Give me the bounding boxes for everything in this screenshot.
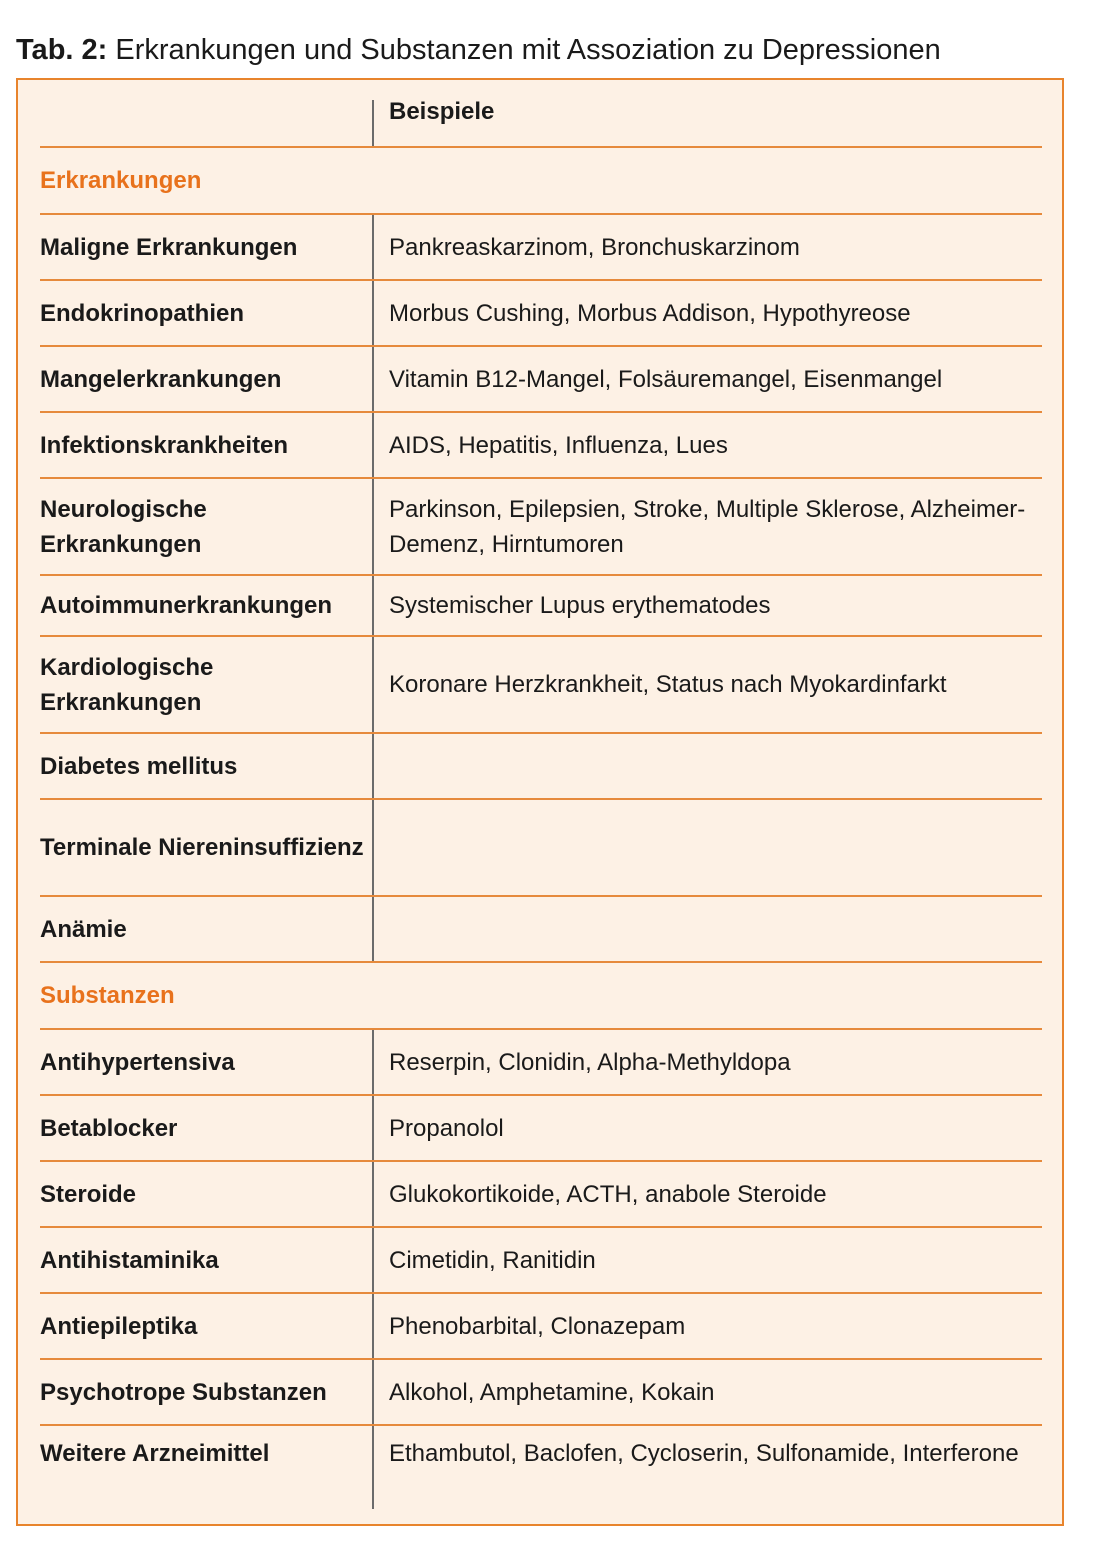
category-cell: Neurologische Erkrankungen xyxy=(40,479,374,574)
examples-cell: Reserpin, Clonidin, Alpha-Methyldopa xyxy=(389,1048,791,1076)
examples-cell: Parkinson, Epilepsien, Stroke, Multiple Sklerose, Alzheimer-Demenz, Hirntumoren xyxy=(389,495,1026,558)
examples-cell: Koronare Herzkrankheit, Status nach Myokardinfarkt xyxy=(389,671,947,698)
header-left-cell xyxy=(40,100,374,146)
examples-cell xyxy=(374,897,1042,961)
examples-cell: Cimetidin, Ranitidin xyxy=(389,1246,596,1274)
category-cell: Diabetes mellitus xyxy=(40,734,374,798)
table-row xyxy=(40,897,1042,963)
table-row xyxy=(40,1228,1042,1294)
table-row xyxy=(40,734,1042,800)
section-title: Erkrankungen xyxy=(40,167,202,194)
examples-cell: Systemischer Lupus erythematodes xyxy=(389,592,771,619)
examples-cell xyxy=(374,734,1042,798)
category-cell: Antihistaminika xyxy=(40,1228,374,1292)
caption-label: Tab. 2: xyxy=(16,34,108,66)
category-cell: Infektionskrankheiten xyxy=(40,413,374,477)
table-row xyxy=(40,1426,1042,1509)
category-cell: Psychotrope Substanzen xyxy=(40,1360,374,1424)
table-row xyxy=(40,800,1042,897)
category-cell: Antihypertensiva xyxy=(40,1030,374,1094)
category-cell: Autoimmunerkrankungen xyxy=(40,576,374,635)
table-header-row xyxy=(40,80,1042,148)
category-cell: Terminale Niereninsuffizienz xyxy=(40,800,374,895)
examples-cell: Glukokortikoide, ACTH, anabole Steroide xyxy=(389,1180,827,1208)
table-row xyxy=(40,1096,1042,1162)
header-examples: Beispiele xyxy=(389,98,495,125)
table-row xyxy=(40,215,1042,281)
category-cell: Anämie xyxy=(40,897,374,961)
category-cell: Mangelerkrankungen xyxy=(40,347,374,411)
caption-text: Erkrankungen und Substanzen mit Assoziation zu Depressionen xyxy=(115,34,941,66)
category-cell: Betablocker xyxy=(40,1096,374,1160)
category-cell: Antiepileptika xyxy=(40,1294,374,1358)
table-row xyxy=(40,637,1042,734)
category-cell: Steroide xyxy=(40,1162,374,1226)
table-row xyxy=(40,281,1042,347)
category-cell: Maligne Erkrankungen xyxy=(40,215,374,279)
category-cell: Kardiologische Erkrankungen xyxy=(40,637,374,732)
section-header-erkrankungen xyxy=(40,148,1042,215)
category-cell: Endokrinopathien xyxy=(40,281,374,345)
table-row xyxy=(40,479,1042,576)
table-caption xyxy=(16,30,941,70)
table-row xyxy=(40,1360,1042,1426)
table-row xyxy=(40,1030,1042,1096)
table-row xyxy=(40,576,1042,637)
examples-cell: Morbus Cushing, Morbus Addison, Hypothyreose xyxy=(389,299,911,327)
table-row xyxy=(40,413,1042,479)
examples-cell: Alkohol, Amphetamine, Kokain xyxy=(389,1378,715,1406)
examples-cell: Propanolol xyxy=(389,1114,504,1142)
examples-cell: Ethambutol, Baclofen, Cycloserin, Sulfonamide, Interferone xyxy=(389,1440,1019,1467)
table-row xyxy=(40,1294,1042,1360)
examples-cell xyxy=(374,800,1042,895)
section-title: Substanzen xyxy=(40,982,175,1009)
examples-cell: AIDS, Hepatitis, Influenza, Lues xyxy=(389,431,728,459)
examples-cell: Pankreaskarzinom, Bronchuskarzinom xyxy=(389,233,800,261)
table-row xyxy=(40,1162,1042,1228)
table-row xyxy=(40,347,1042,413)
examples-cell: Phenobarbital, Clonazepam xyxy=(389,1312,686,1340)
examples-cell: Vitamin B12-Mangel, Folsäuremangel, Eisenmangel xyxy=(389,365,943,393)
section-header-substanzen xyxy=(40,963,1042,1030)
depression-association-table xyxy=(16,78,1064,1526)
category-cell: Weitere Arzneimittel xyxy=(40,1426,374,1509)
